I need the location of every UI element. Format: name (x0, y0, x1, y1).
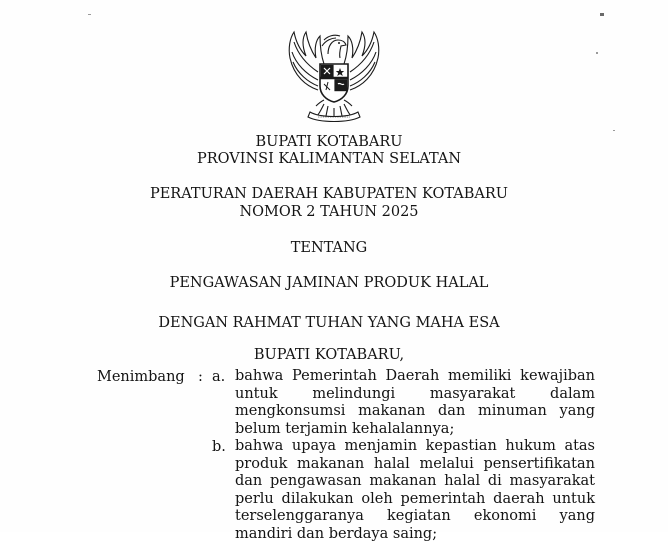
about-heading: TENTANG (290, 240, 368, 256)
document-authority-title: BUPATI KOTABARU (255, 134, 403, 150)
scan-speck (596, 52, 598, 54)
garuda-pancasila-emblem-icon (284, 28, 384, 124)
regent-line: BUPATI KOTABARU, (253, 347, 405, 363)
consideration-item-b: bahwa upaya menjamin kepastian hukum atas produk makanan halal melalui pensertifikatan dan pengawasan makanan halal di masyarakat perlu dilakukan oleh pemerintah daerah untuk terselenggaranya kegiatan ekonomi yang mandiri dan berdaya saing; (235, 438, 595, 542)
regulation-title: PERATURAN DAERAH KABUPATEN KOTABARU (149, 186, 509, 202)
invocation-line: DENGAN RAHMAT TUHAN YANG MAHA ESA (158, 315, 500, 331)
item-marker: a. (212, 369, 226, 385)
scan-speck (88, 14, 91, 15)
regulation-subject: PENGAWASAN JAMINAN PRODUK HALAL (169, 275, 489, 291)
document-province-title: PROVINSI KALIMANTAN SELATAN (196, 151, 462, 167)
item-marker: b. (212, 439, 226, 455)
scan-speck (600, 13, 604, 16)
considerations-label: Menimbang (97, 369, 185, 385)
consideration-item-a: bahwa Pemerintah Daerah memiliki kewajiban untuk melindungi masyarakat dalam mengkonsumsi makanan dan minuman yang belum terjamin kehalalannya; (235, 368, 595, 437)
considerations-separator: : (198, 369, 203, 385)
regulation-number: NOMOR 2 TAHUN 2025 (239, 204, 419, 220)
scan-speck (613, 130, 615, 131)
